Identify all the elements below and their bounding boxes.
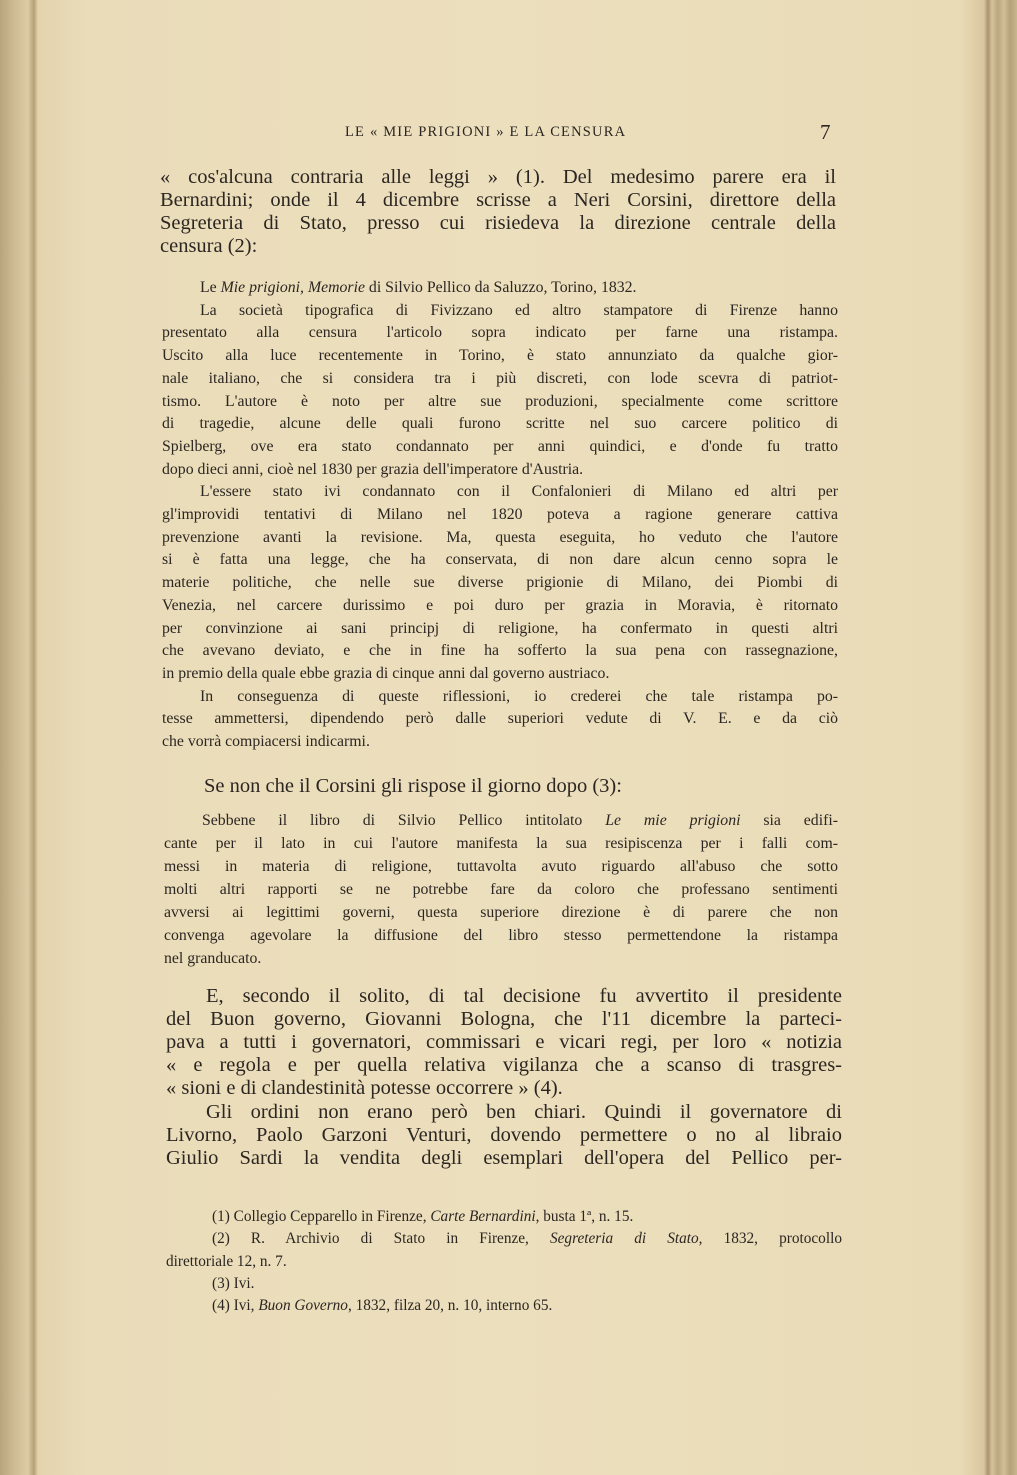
text-run: nale italiano, che si considera tra i più discreti, con lode scevra di patriot- [162,369,838,387]
page-header [0,122,1017,146]
text-line [166,1124,842,1147]
text-run: pava a tutti i governatori, commissari e vicari regi, per loro « notizia [166,1031,842,1054]
footnote-line [166,1253,842,1271]
text-run: La società tipografica di Fivizzano ed altro stampatore di Firenze hanno [200,301,838,319]
text-line [204,775,836,798]
text-run: che vorrà compiacersi indicarmi. [162,733,370,750]
text-run: gl'improvidi tentativi di Milano nel 1820 poteva a ragione generare cattiva [162,506,838,523]
text-run: dopo dieci anni, cioè nel 1830 per grazia dell'imperatore d'Austria. [162,460,584,478]
text-run: Sebbene il libro di Silvio Pellico intitolato [202,812,606,829]
text-line [162,506,838,524]
text-run: « sioni e di clandestinità potesse occorrere » (4). [166,1077,563,1100]
text-line [166,1077,842,1100]
text-run: nel granducato. [164,950,262,967]
text-line [166,1031,842,1054]
text-line [162,620,838,638]
text-line [162,461,838,479]
text-run: Se non che il Corsini gli rispose il giorno dopo (3): [204,775,622,797]
text-run: Segreteria di Stato, presso cui risiedeva la direzione centrale della [160,212,836,234]
text-run: , busta 1ª, n. 15. [535,1208,634,1225]
text-line [166,1054,842,1077]
running-title: LE « MIE PRIGIONI » E LA CENSURA [345,124,627,140]
text-line [164,927,838,945]
text-line [166,1008,842,1031]
text-run: In conseguenza di queste riflessioni, io crederei che tale ristampa po- [200,687,838,705]
text-line [162,415,838,433]
text-line [164,904,838,922]
text-run: Le [200,279,221,296]
footnote-line [212,1230,842,1248]
text-run: avversi ai legittimi governi, questa superiore direzione è di parere che non [164,904,838,921]
text-run: , 1832, protocollo [698,1230,842,1248]
text-line [162,642,838,660]
text-line [162,324,838,342]
text-run: messi in materia di religione, tuttavolta avuto riguardo all'abuso che sotto [164,858,838,875]
text-line [162,347,838,365]
text-line [160,189,836,212]
text-run: (3) Ivi. [212,1274,255,1292]
text-run: Bernardini; onde il 4 dicembre scrisse a Neri Corsini, direttore della [160,189,836,211]
italic-title: Le mie prigioni [605,812,741,829]
text-run: prevenzione avanti la revisione. Ma, questa eseguita, ho veduto che l'autore [162,528,838,546]
text-run: molti altri rapporti se ne potrebbe fare da coloro che professano sentimenti [164,881,838,898]
text-line [160,166,836,189]
text-run: (4) Ivi, [212,1297,259,1315]
text-run: presentato alla censura l'articolo sopra indicato per farne una ristampa. [162,324,838,342]
text-run: del Buon governo, Giovanni Bologna, che l'11 dicembre la parteci- [166,1008,842,1031]
text-run: sia edifi- [740,812,838,829]
text-run: , 1832, filza 20, n. 10, interno 65. [347,1297,553,1315]
text-run: convenga agevolare la diffusione del libro stesso permettendone la ristampa [164,927,838,944]
text-run: tesse ammettersi, dipendendo però dalle superiori vedute di V. E. e da ciò [162,710,838,728]
text-line [166,1147,842,1170]
text-line [162,733,838,751]
text-run: « e regola e per quella relativa vigilanza che a scanso di trasgres- [166,1054,842,1077]
text-run: censura (2): [160,235,258,257]
text-run: Spielberg, ove era stato condannato per anni quindici, e d'onde fu tratto [162,437,838,455]
text-run: (1) Collegio Cepparello in Firenze, [212,1208,431,1225]
footnote-line [212,1208,842,1226]
text-line [164,881,838,899]
text-line [200,688,838,706]
text-line [162,393,838,411]
text-run: Uscito alla luce recentemente in Torino, è stato annunziato da qualche gior- [162,347,838,365]
text-line [206,1101,842,1124]
text-run: (2) R. Archivio di Stato in Firenze, [212,1230,550,1248]
text-run: Giulio Sardi la vendita degli esemplari dell'opera del Pellico per- [166,1146,842,1169]
text-run: L'essere stato ivi condannato con il Confalonieri di Milano ed altri per [200,483,838,501]
text-line [200,279,838,297]
text-line [200,483,838,501]
text-run: in premio della quale ebbe grazia di cinque anni dal governo austriaco. [162,664,610,682]
page-number: 7 [820,120,831,144]
text-line [200,302,838,320]
text-run: di Silvio Pellico da Saluzzo, Torino, 1832. [364,279,637,296]
italic-title: Buon Governo [258,1297,348,1315]
text-run: « cos'alcuna contraria alle leggi » (1). Del medesimo parere era il [160,166,836,188]
italic-title: Segreteria di Stato [549,1230,699,1248]
footnote-line [212,1297,842,1315]
text-run: per convinzione ai sani principj di religione, ha confermato in questi altri [162,619,838,637]
text-run: E, secondo il solito, di tal decisione fu avvertito il presidente [206,985,842,1007]
text-run: cante per il lato in cui l'autore manifesta la sua resipiscenza per i falli com- [164,835,838,852]
text-run: Livorno, Paolo Garzoni Venturi, dovendo permettere o no al libraio [166,1123,842,1146]
text-line [162,597,838,615]
text-line [162,529,838,547]
text-run: si è fatta una legge, che ha conservata, di non dare alcun cenno sopra le [162,551,838,569]
text-line [160,235,836,258]
text-run: Gli ordini non erano però ben chiari. Quindi il governatore di [206,1100,842,1123]
text-run: materie politiche, che nelle sue diverse prigionie di Milano, dei Piombi di [162,574,838,592]
text-line [164,858,838,876]
text-line [162,438,838,456]
text-line [160,212,836,235]
text-line [202,812,838,830]
text-run: di tragedie, alcune delle quali furono scritte nel suo carcere politico di [162,415,838,433]
italic-title: Carte Bernardini [430,1208,536,1225]
text-line [164,950,838,968]
text-line [162,574,838,592]
text-line [206,985,842,1008]
text-line [162,665,838,683]
italic-title: Mie prigioni, Memorie [220,279,365,296]
text-run: che avevano deviato, e che in fine ha sofferto la sua pena con rassegnazione, [162,642,838,660]
text-run: tismo. L'autore è noto per altre sue produzioni, specialmente come scrittore [162,392,838,410]
text-line [162,710,838,728]
text-line [162,370,838,388]
text-line [164,835,838,853]
footnote-line [212,1275,842,1293]
text-run: direttoriale 12, n. 7. [166,1252,287,1270]
text-run: Venezia, nel carcere durissimo e poi duro per grazia in Moravia, è ritornato [162,596,838,614]
text-line [162,551,838,569]
